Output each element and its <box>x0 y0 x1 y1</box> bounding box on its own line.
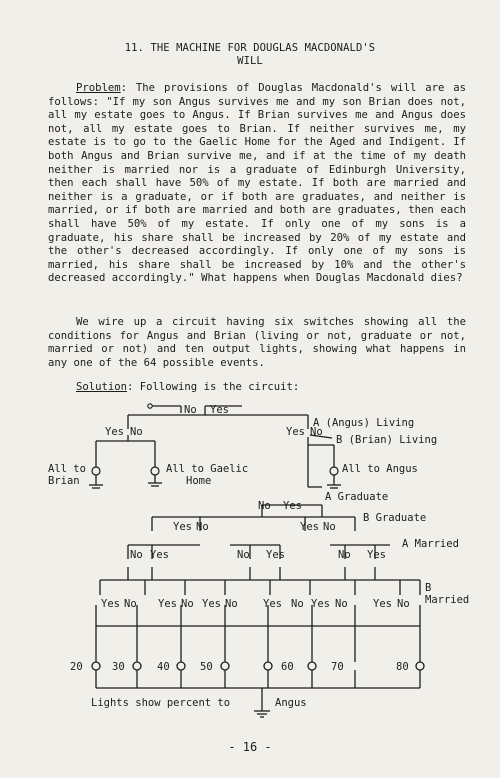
light-bulb-70 <box>308 662 316 670</box>
switch-label-no: No <box>237 549 250 561</box>
light-label-40: 40 <box>157 661 170 673</box>
label-b-married-1: B <box>425 582 432 594</box>
label-a-married: A Married <box>402 538 459 550</box>
chapter-title <box>40 42 460 68</box>
light-label-20: 20 <box>70 661 83 673</box>
switch-label-yes: Yes <box>173 521 192 533</box>
switch-label-no: No <box>258 500 271 512</box>
problem-paragraph <box>48 82 466 286</box>
chapter-title-line-2: WILL <box>237 55 263 67</box>
switch-label-no: No <box>323 521 336 533</box>
output-ground-angus <box>327 467 341 488</box>
switch-label-yes: Yes <box>300 521 319 533</box>
problem-text: : The provisions of Douglas Macdonald's will are as follows: "If my son Angus survives me and my son Brian does not, all my estate goes to Angus. If Brian survives me and Angus does not, all my estate goes to Brian. If neither survives me, my estate is to go to the Gaelic Home for the Aged and Indigent. If both Angus and Brian survive me, and if at the time of my death neither is married nor is a graduate of Edinburgh University, then each shall have 50% of my estate. If both are married and neither is a graduate, or if both are graduates, and neither is married, or if both are married and both are graduates, then each shall have 50% of my estate. If only one of my sons is a graduate, his share shall be increased by 20% of my estate and the other's decreased accordingly. If only one of my sons is married, his share shall be increased by 10% and the other's decreased accordingly." What happens when Douglas Macdonald dies? <box>48 82 466 285</box>
light-bulb-30 <box>133 662 141 670</box>
label-all-to-gaelic-1: All to Gaelic <box>166 463 249 475</box>
light-label-50: 50 <box>200 661 213 673</box>
switch-label-no: No <box>130 549 143 561</box>
switch-label-yes: Yes <box>286 426 305 438</box>
label-b-living: B (Brian) Living <box>336 434 438 446</box>
switch-label-no: No <box>310 426 323 438</box>
switch-label-yes: Yes <box>105 426 124 438</box>
label-all-to-brian-2: Brian <box>48 475 80 487</box>
lights-caption-angus: Angus <box>275 697 307 709</box>
problem-label: Problem <box>76 82 121 94</box>
switch-label-yes: Yes <box>150 549 169 561</box>
label-a-living: A (Angus) Living <box>313 417 415 429</box>
switch-label-no: No <box>130 426 143 438</box>
label-all-to-gaelic-2: Home <box>186 475 212 487</box>
solution-text: : Following is the circuit: <box>127 381 300 393</box>
label-b-graduate: B Graduate <box>363 512 427 524</box>
circuit-diagram <box>0 395 500 725</box>
switch-label-no: No <box>184 404 197 416</box>
switch-label-yes: Yes <box>266 549 285 561</box>
switch-label-yes: Yes <box>367 549 386 561</box>
switch-label-yes: Yes <box>263 598 282 610</box>
light-bulb-60 <box>264 662 272 670</box>
output-ground-brian <box>89 467 103 488</box>
light-bulb-20 <box>92 662 100 670</box>
switch-label-no: No <box>225 598 238 610</box>
label-b-married-2: Married <box>425 594 470 606</box>
output-ground-gaelic-home <box>148 467 162 486</box>
switch-label-yes: Yes <box>283 500 302 512</box>
label-a-graduate: A Graduate <box>325 491 389 503</box>
solution-paragraph <box>48 381 466 395</box>
label-all-to-brian-1: All to <box>48 463 86 475</box>
switch-label-no: No <box>291 598 304 610</box>
light-label-80: 80 <box>396 661 409 673</box>
light-bulb-40 <box>177 662 185 670</box>
page-number: - 16 - <box>228 740 272 754</box>
switch-label-no: No <box>124 598 137 610</box>
circuit-intro-paragraph <box>48 316 466 370</box>
switch-label-yes: Yes <box>311 598 330 610</box>
circuit-intro-text: We wire up a circuit having six switches showing all the conditions for Angus and Brian (living or not, graduate or not, married or not) and ten output lights, showing what happens in any one of the 64 possible events. <box>48 316 466 369</box>
switch-label-no: No <box>338 549 351 561</box>
switch-label-no: No <box>196 521 209 533</box>
switch-label-yes: Yes <box>101 598 120 610</box>
light-label-70: 70 <box>331 661 344 673</box>
switch-label-no: No <box>397 598 410 610</box>
switch-label-no: No <box>335 598 348 610</box>
light-label-60: 60 <box>281 661 294 673</box>
solution-label: Solution <box>76 381 128 393</box>
light-bulb-80 <box>416 662 424 670</box>
switch-label-yes: Yes <box>373 598 392 610</box>
chapter-title-line-1: 11. THE MACHINE FOR DOUGLAS MACDONALD'S <box>124 42 376 54</box>
switch-label-no: No <box>181 598 194 610</box>
lights-caption: Lights show percent to <box>91 697 231 709</box>
switch-label-yes: Yes <box>158 598 177 610</box>
light-label-30: 30 <box>112 661 125 673</box>
light-bulb-50 <box>221 662 229 670</box>
switch-label-yes: Yes <box>210 404 229 416</box>
label-all-to-angus: All to Angus <box>342 463 418 475</box>
switch-label-yes: Yes <box>202 598 221 610</box>
